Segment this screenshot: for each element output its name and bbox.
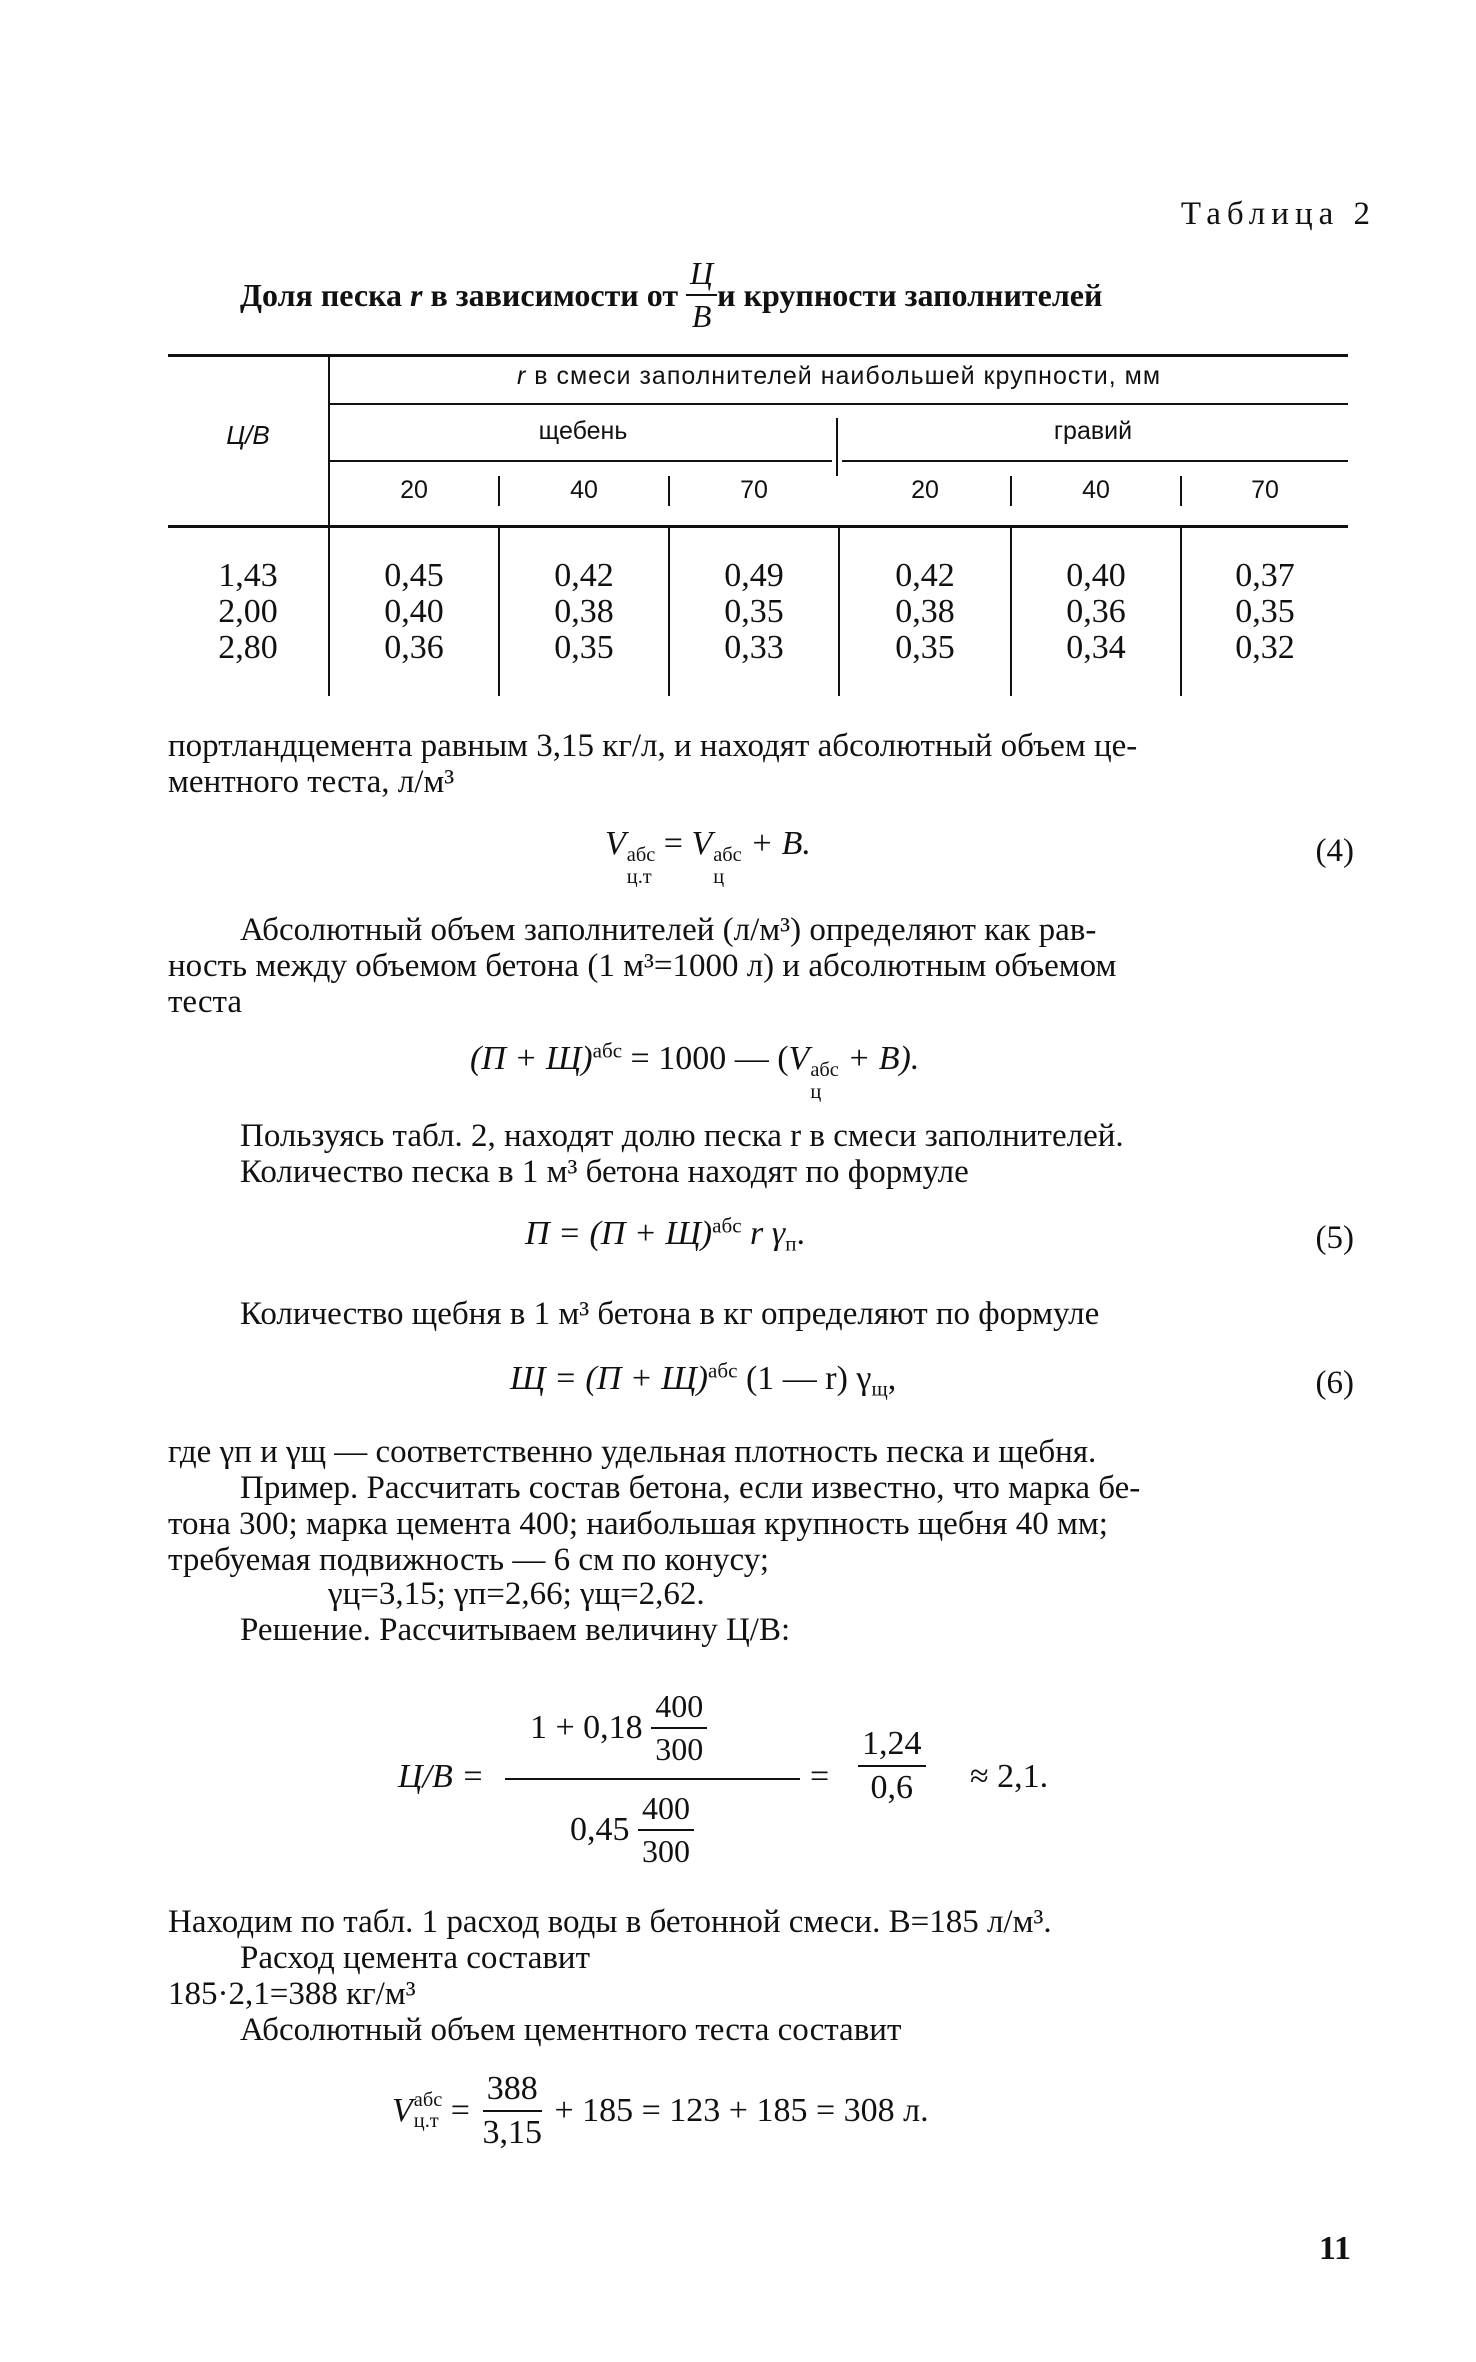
row-header-cv: Ц/В: [226, 420, 270, 450]
size-header: 20: [911, 476, 939, 504]
paragraph-line: где γп и γщ — соответственно удельная плотность песка и щебня.: [168, 1434, 1097, 1470]
paragraph-line: 185·2,1=388 кг/м³: [168, 1976, 416, 2012]
size-header: 70: [1251, 476, 1279, 504]
size-header: 20: [400, 476, 428, 504]
table-cell-column: 0,40 0,36 0,34: [1066, 557, 1126, 666]
cv-values: 1,43 2,00 2,80: [218, 557, 278, 666]
table-cell-column: 0,42 0,38 0,35: [895, 557, 955, 666]
paragraph-line: Количество щебня в 1 м³ бетона в кг определяют по формуле: [240, 1296, 1100, 1332]
table-cell-column: 0,37 0,35 0,32: [1235, 557, 1295, 666]
paragraph-line: γц=3,15; γп=2,66; γщ=2,62.: [328, 1576, 705, 1612]
size-header: 40: [570, 476, 598, 504]
table-title: Доля песка r в зависимости от $\frac{Ц}{В}$ и крупности заполнителей: [240, 255, 1103, 334]
span-header: r в смеси заполнителей наибольшей крупности, мм: [516, 362, 1162, 390]
paragraph-line: Количество песка в 1 м³ бетона находят по формуле: [240, 1154, 969, 1190]
paragraph-line: требуемая подвижность — 6 см по конусу;: [168, 1542, 769, 1578]
size-header: 40: [1082, 476, 1110, 504]
paragraph-line: Решение. Рассчитываем величину Ц/В:: [240, 1612, 791, 1648]
paragraph-line: теста: [168, 984, 243, 1020]
group-crushed-stone: щебень: [538, 417, 628, 445]
equation-4: V абс ц.т = V абс ц + В.: [605, 825, 811, 888]
paragraph-line: ментного теста, л/м³: [168, 764, 455, 800]
paragraph-line: Находим по табл. 1 расход воды в бетонной смеси. В=185 л/м³.: [168, 1904, 1052, 1940]
table-cell-column: 0,45 0,40 0,36: [384, 557, 444, 666]
equation-number: (4): [1315, 833, 1354, 869]
table-cell-column: 0,49 0,35 0,33: [724, 557, 784, 666]
paragraph-line: тона 300; марка цемента 400; наибольшая крупность щебня 40 мм;: [168, 1506, 1108, 1542]
paragraph-line: ность между объемом бетона (1 м³=1000 л) и абсолютным объемом: [168, 948, 1117, 984]
paragraph-line: Пример. Рассчитать состав бетона, если известно, что марка бе-: [240, 1470, 1141, 1506]
table-label: Таблица 2: [1180, 196, 1376, 232]
equation-cement-paste-volume: V абс ц.т = $\frac{388}{3,15}$ + 185 = 123 + 185 = 308 л.: [392, 2070, 929, 2151]
page-number: 11: [1318, 2230, 1351, 2267]
paragraph-line: Абсолютный объем заполнителей (л/м³) определяют как рав-: [240, 912, 1097, 948]
paragraph-line: портландцемента равным 3,15 кг/л, и находят абсолютный объем це-: [168, 728, 1138, 764]
equation-number: (5): [1315, 1220, 1354, 1256]
table-cell-column: 0,42 0,38 0,35: [554, 557, 614, 666]
paragraph-line: Пользуясь табл. 2, находят долю песка r в смеси заполнителей.: [240, 1118, 1124, 1154]
equation-5: $П = (П + Щ)^{абс}$ r $\gamma_п$.: [525, 1213, 805, 1256]
equation-aggregate-volume: $(П + Щ)^{абс} = 1000$ — (V абс ц + В).: [470, 1038, 920, 1103]
equation-number: (6): [1315, 1365, 1354, 1401]
group-gravel: гравий: [1053, 417, 1133, 445]
paragraph-line: Расход цемента составит: [240, 1940, 591, 1976]
equation-6: $Щ = (П + Щ)^{абс}$ (1 — r) $\gamma_щ$,: [510, 1358, 897, 1401]
paragraph-line: Абсолютный объем цементного теста составит: [240, 2012, 902, 2048]
size-header: 70: [740, 476, 768, 504]
